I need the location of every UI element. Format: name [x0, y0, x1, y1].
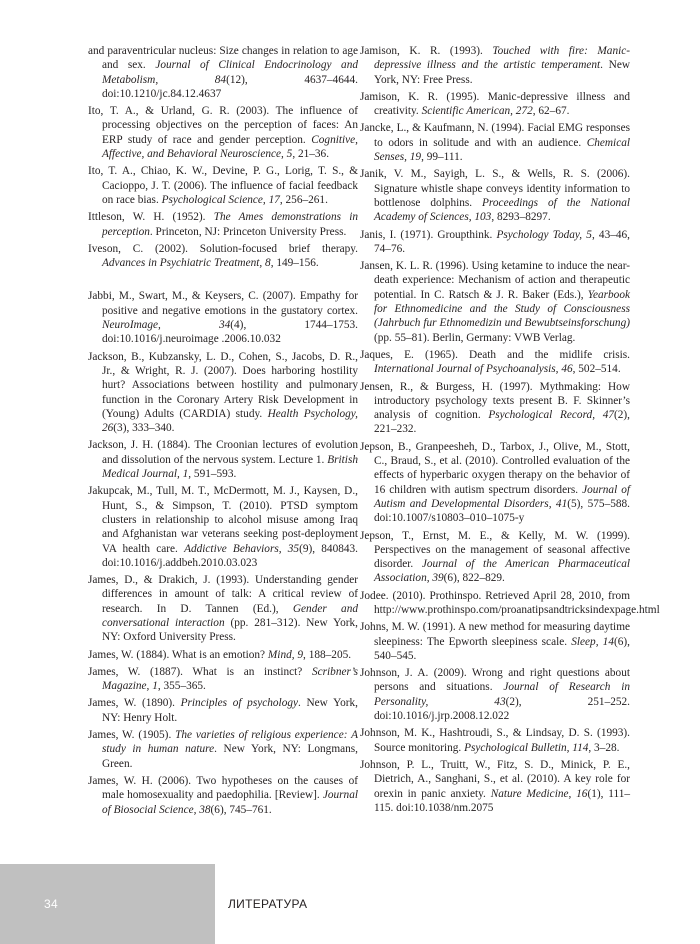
reference-text: Jancke, L., & Kaufmann, N. (1994). Facial EMG responses to odors in solitude and with an audience. — [360, 122, 630, 149]
page-footer — [0, 864, 700, 944]
reference-entry — [88, 648, 358, 662]
reference-entry — [88, 289, 358, 346]
reference-text: (4), 1744–1753. doi:10.1016/j.neuroimage .2006.10.032 — [102, 319, 359, 346]
reference-entry — [360, 121, 630, 164]
reference-entry — [360, 440, 630, 526]
reference-entry — [360, 228, 630, 257]
reference-text: (pp. 281–312). New York, NY: Oxford University Press. — [102, 616, 358, 644]
reference-entry — [360, 90, 630, 119]
footer-band — [0, 864, 215, 944]
reference-text: Jepson, T., Ernst, M. E., & Kelly, M. W. (1999). Perspectives on the management of seasonal affective disorder. — [360, 529, 630, 571]
reference-text: (5), 575–588. doi:10.1007/s10803–010–1075-y — [374, 497, 630, 525]
reference-source-italic: NeuroImage, 34 — [102, 319, 231, 332]
reference-text: , 149–156. — [270, 257, 319, 270]
reference-entry — [88, 573, 358, 644]
reference-entry — [360, 620, 630, 663]
reference-entry — [360, 44, 630, 87]
reference-source-italic: Mind, 9 — [267, 648, 304, 661]
reference-entry — [88, 104, 358, 161]
reference-text: . Princeton, NJ: Princeton University Press. — [149, 225, 347, 238]
reference-text: Ito, T. A., & Urland, G. R. (2003). The influence of processing objectives on the perception of faces: An ERP study of race and gender perception. — [88, 105, 358, 146]
reference-entry — [360, 758, 630, 815]
reference-text: Ito, T. A., Chiao, K. W., Devine, P. G., Lorig, T. S., & Cacioppo, J. T. (2006). The influence of facial feedback on race bias. — [88, 165, 358, 206]
reference-text: James, W. H. (2006). Two hypotheses on the causes of male homosexuality and paedophilia. [Review]. — [88, 774, 358, 802]
reference-source-italic: Proceedings of the National Academy of Sciences, 103 — [374, 196, 630, 224]
reference-text: , 502–514. — [572, 363, 621, 376]
reference-source-italic: Scribner’s Magazine, 1 — [102, 665, 358, 693]
reference-entry — [88, 728, 358, 771]
section-title: ЛИТЕРАТУРА — [228, 897, 308, 911]
reference-entry — [360, 666, 630, 723]
page-number: 34 — [44, 897, 58, 911]
reference-text: (6), 745–761. — [210, 803, 272, 816]
reference-text: James, W. (1884). What is an emotion? — [88, 648, 268, 661]
reference-text: . New York, NY: Free Press. — [374, 59, 630, 86]
reference-source-italic: International Journal of Psychoanalysis, 46 — [374, 363, 573, 376]
reference-text: . New York, NY: Henry Holt. — [102, 697, 358, 724]
reference-entry — [88, 774, 358, 817]
reference-entry — [360, 380, 630, 437]
reference-text: Jaques, E. (1965). Death and the midlife crisis. — [360, 348, 630, 361]
reference-text: (pp. 55–81). Berlin, Germany: VWB Verlag. — [374, 331, 576, 344]
reference-text: Jackson, J. H. (1884). The Croonian lectures of evolution and dissolution of the nervous system. Lecture 1. — [88, 439, 358, 466]
reference-text: James, W. (1887). What is an instinct? — [88, 665, 312, 678]
reference-source-italic: Journal of Research in Personality, 43 — [374, 681, 630, 708]
reference-entry — [88, 44, 358, 101]
reference-text: , 591–593. — [188, 468, 237, 481]
reference-entry — [88, 242, 358, 271]
reference-entry — [360, 167, 630, 224]
reference-source-italic: British Medical Journal, 1 — [102, 453, 358, 481]
reference-text: , 43–46, 74–76. — [374, 228, 631, 255]
reference-text: Jepson, B., Granpeesheh, D., Tarbox, J., Olive, M., Stott, C., Braud, S., et al. (2010). Controlled evaluation of the effects of hyperbaric oxygen therapy on the behavior of 16 children with autism spectrum disorders. — [360, 440, 630, 496]
reference-text: (2), 221–232. — [374, 409, 630, 436]
reference-text: (3), 333–340. — [113, 422, 175, 435]
reference-text: Johns, M. W. (1991). A new method for measuring daytime sleepiness: The Epworth sleepiness scale. — [360, 621, 630, 648]
reference-source-italic: Nature Medicine, 16 — [490, 787, 588, 800]
reference-source-italic: The Ames demonstrations in perception — [102, 211, 358, 238]
reference-entry — [360, 348, 630, 377]
reference-text: Jamison, K. R. (1995). Manic-depressive illness and creativity. — [360, 90, 630, 118]
reference-text: Jensen, R., & Burgess, H. (1997). Mythmaking: How introductory psychology texts present B. F. Skinner’s analysis of cognition. — [360, 380, 630, 422]
reference-text: Jabbi, M., Swart, M., & Keysers, C. (2007). Empathy for positive and negative emotions in the gustatory cortex. — [88, 290, 358, 317]
reference-source-italic: Psychological Bulletin, 114 — [464, 741, 589, 754]
reference-source-italic: Addictive Behaviors, 35 — [184, 542, 300, 555]
reference-source-italic: Yearbook for Ethnomedicine and the Study of Consciousness (Jahrbuch fur Ethnomedizin und Bewubtseinsforschung) — [374, 288, 630, 330]
reference-text: , 8293–8297. — [491, 211, 551, 224]
reference-source-italic: The varieties of religious experience: A study in human nature — [102, 729, 358, 756]
reference-text: Jansen, K. L. R. (1996). Using ketamine to induce the near-death experience: Mechanism of action and therapeutic potential. In C. Ratsch & J. R. Baker (Eds.), — [360, 260, 630, 301]
reference-text: , 21–36. — [292, 148, 330, 161]
reference-text: (2), 251–252. doi:10.1016/j.jrp.2008.12.022 — [374, 695, 630, 723]
reference-text: Johnson, M. K., Hashtroudi, S., & Lindsay, D. S. (1993). Source monitoring. — [360, 727, 630, 754]
reference-text: , 188–205. — [303, 648, 352, 661]
reference-text: , 256–261. — [279, 193, 328, 206]
reference-text: and paraventricular nucleus: Size changes in relation to age and sex. — [88, 45, 358, 72]
reference-entry — [88, 696, 358, 725]
reference-source-italic: Gender and conversational interaction — [102, 602, 358, 629]
reference-entry — [88, 210, 358, 239]
reference-source-italic: Psychological Science, 17 — [161, 193, 280, 206]
reference-entry — [88, 438, 358, 481]
reference-entry — [88, 350, 358, 436]
reference-source-italic: Principles of psychology — [180, 697, 299, 710]
reference-text: , 355–365. — [157, 680, 206, 693]
reference-source-italic: Advances in Psychiatric Treatment, 8 — [102, 257, 271, 270]
reference-source-italic: Psychological Record, 47 — [488, 409, 614, 422]
reference-text: James, W. (1905). — [88, 729, 176, 742]
reference-source-italic: Journal of the American Pharmaceutical Association, 39 — [374, 558, 630, 585]
reference-entry — [360, 529, 630, 586]
reference-text: Jamison, K. R. (1993). — [360, 45, 493, 57]
reference-text: (1), 111–115. doi:10.1038/nm.2075 — [374, 787, 630, 814]
reference-text: Jackson, B., Kubzansky, L. D., Cohen, S., Jacobs, D. R., Jr., & Wright, R. J. (2007). Does harboring hostility hurt? Associations between hostility and pulmonary function in the Coronary Artery Risk Development in (Young) Adults (CARDIA) study. — [88, 350, 358, 420]
reference-source-italic: Journal of Autism and Developmental Disorders, 41 — [374, 483, 630, 510]
reference-source-italic: Sleep, 14 — [571, 635, 614, 648]
reference-text: , 3–28. — [588, 741, 620, 754]
reference-entry — [88, 665, 358, 694]
reference-column-left — [88, 44, 358, 820]
reference-source-italic: Touched with fire: Manic-depressive illness and the artistic temperament — [374, 45, 631, 72]
reference-text: (6), 822–829. — [443, 572, 505, 585]
reference-entry — [88, 164, 358, 207]
reference-column-right — [360, 44, 660, 818]
reference-entry — [360, 259, 630, 345]
reference-source-italic: Psychology Today, 5 — [496, 228, 592, 241]
reference-source-italic: Cognitive, Affective, and Behavioral Neuroscience, 5 — [102, 133, 358, 161]
reference-text: Johnson, P. L., Truitt, W., Fitz, S. D., Minick, P. E., Dietrich, A., Sanghani, S., et al. (2010). A key role for orexin in panic anxiety. — [360, 758, 630, 800]
reference-text: (9), 840843. doi:10.1016/j.addbeh.2010.03.023 — [102, 542, 358, 569]
reference-text: Iveson, C. (2002). Solution-focused brief therapy. — [88, 242, 358, 255]
reference-text: . New York, NY: Longmans, Green. — [102, 743, 358, 770]
reference-entry — [360, 726, 630, 755]
reference-text: (12), 4637–4644. doi:10.1210/jc.84.12.4637 — [102, 73, 358, 100]
reference-source-italic: Chemical Senses, 19 — [374, 136, 630, 164]
reference-source-italic: Health Psychology, 26 — [102, 407, 358, 435]
reference-text: James, W. (1890). — [88, 697, 181, 710]
reference-source-italic: Scientific American, 272 — [421, 105, 533, 118]
reference-source-italic: Journal of Biosocial Science, 38 — [102, 789, 358, 816]
reference-text: Ittleson, W. H. (1952). — [88, 211, 214, 224]
reference-text: , 99–111. — [421, 151, 463, 164]
reference-text: Jakupcak, M., Tull, M. T., McDermott, M. J., Kaysen, D., Hunt, S., & Simpson, T. (2010). PTSD symptom clusters in relationship to alcohol misuse among Iraq and Afghanistan war veterans seeking post-deployment VA health care. — [88, 485, 358, 555]
reference-entry — [88, 484, 358, 570]
reference-text: (6), 540–545. — [374, 635, 630, 662]
reference-entry — [360, 589, 660, 618]
reference-text: James, D., & Drakich, J. (1993). Understanding gender differences in amount of talk: A critical review of research. In D. Tannen (Ed.), — [88, 574, 358, 615]
reference-text: Jodee. (2010). Prothinspo. Retrieved April 28, 2010, from http://www.prothinspo.com/proanatipsandtricksindexpage.html — [360, 589, 660, 616]
reference-source-italic: Journal of Clinical Endocrinology and Metabolism, 84 — [102, 59, 359, 86]
reference-text: , 62–67. — [532, 105, 570, 118]
reference-text: Janis, I. (1971). Groupthink. — [360, 228, 497, 241]
reference-text: Johnson, J. A. (2009). Wrong and right questions about persons and situations. — [360, 667, 630, 694]
reference-text: Janik, V. M., Sayigh, L. S., & Wells, R. S. (2006). Signature whistle shape conveys identity information to bottlenose dolphins. — [360, 168, 630, 209]
